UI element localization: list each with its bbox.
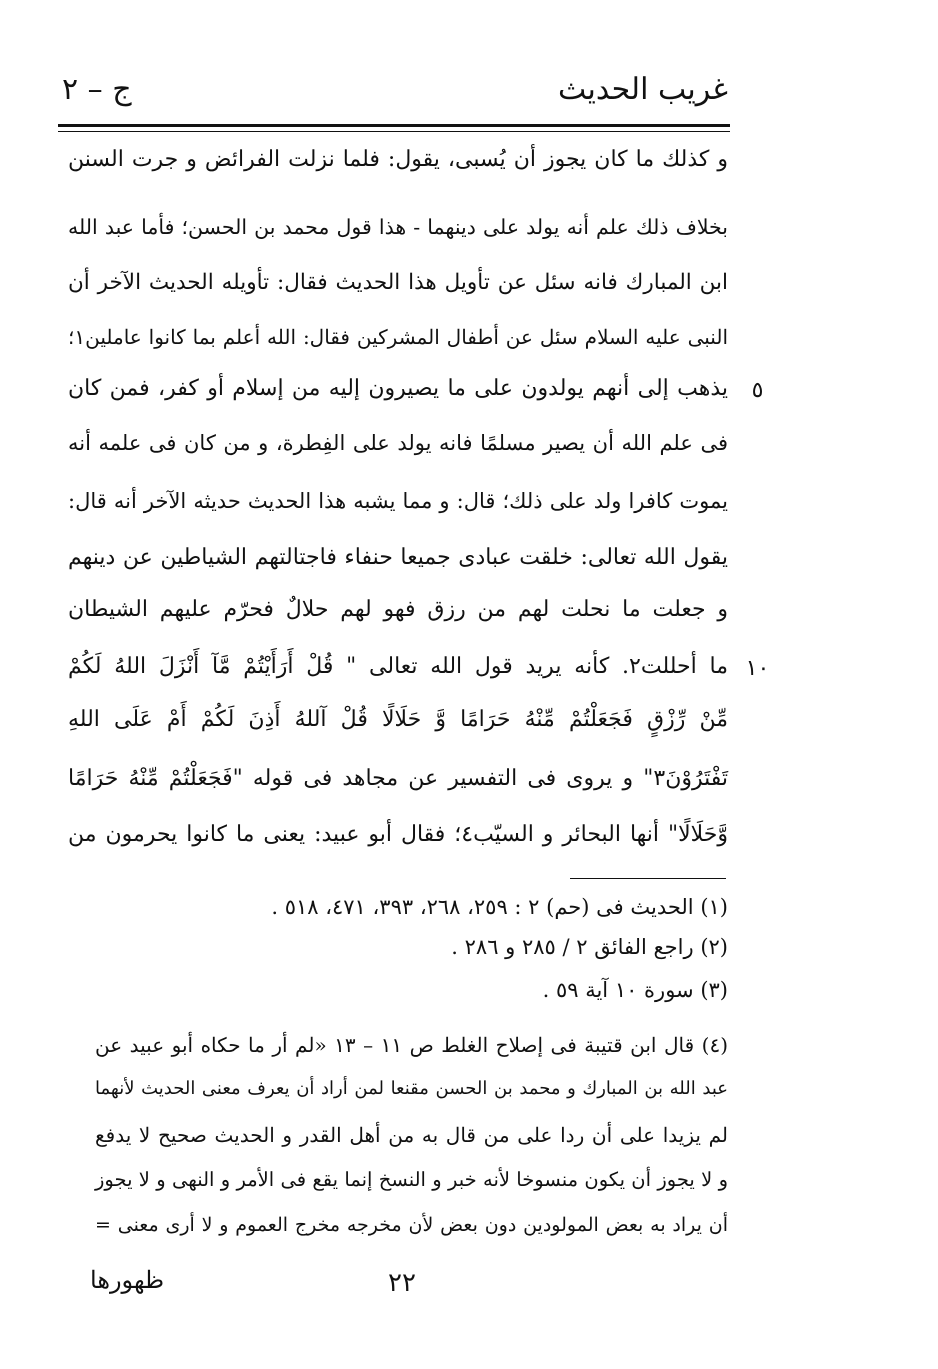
- line-number-5: ٥: [751, 378, 764, 403]
- body-line-3: ابن المبارك فانه سئل عن تأويل هذا الحديث فقال: تأويله الحديث الآخر أن: [68, 270, 728, 295]
- volume-label: ج – ٢: [62, 72, 132, 107]
- line-number-10: ١٠: [745, 656, 770, 681]
- footnote-4-line-3: لم يزيدا على أن ردا على من قال به من أهل القدر و الحديث صحيح لا يدفع: [95, 1123, 728, 1147]
- body-line-8: يقول الله تعالى: خلقت عبادى جميعا حنفاء فاجتالتهم الشياطين عن دينهم: [68, 545, 728, 570]
- body-line-5: يذهب إلى أنهم يولدون على ما يصيرون إليه من إسلام أو كفر، فمن كان: [68, 376, 728, 401]
- footnote-2: (٢) راجع الفائق ٢ / ٢٨٥ و ٢٨٦ .: [451, 935, 728, 959]
- body-line-1: و كذلك ما كان يجوز أن يُسبى، يقول: فلما نزلت الفرائض و جرت السنن: [68, 147, 728, 172]
- body-line-11: مِّنْ رِّزْقٍ فَجَعَلْتُمْ مِّنْهُ حَرَامًا وَّ حَلَالًا قُلْ آللهُ أَذِنَ لَكُمْ أَمْ عَلَى اللهِ: [68, 707, 728, 732]
- footnote-separator: [570, 878, 726, 879]
- body-line-13: وَّحَلَالًا" أنها البحائر و السيّب٤؛ فقال أبو عبيد: يعنى ما كانوا يحرمون من: [68, 822, 729, 847]
- body-line-12: تَفْتَرُوْنَ٣" و يروى فى التفسير عن مجاهد فى قوله "فَجَعَلْتُمْ مِّنْهُ حَرَامًا: [68, 766, 728, 791]
- body-line-10: ما أحللت٢. كأنه يريد قول الله تعالى " قُلْ أَرَأَيْتُمْ مَّآ أَنْزَلَ اللهُ لَكُمْ: [68, 654, 728, 679]
- body-line-7: يموت كافرا ولد على ذلك؛ قال: و مما يشبه هذا الحديث حديثه الآخر أنه قال:: [68, 489, 728, 513]
- running-header: [62, 72, 728, 116]
- footnote-4-line-4: و لا يجوز أن يكون منسوخا لأنه خبر و النسخ إنما يقع فى الأمر و النهى و لا يجوز: [95, 1168, 728, 1191]
- body-line-9: و جعلت ما نحلت لهم من رزق فهو لهم حلالٌ فحرّم عليهم الشيطان: [68, 597, 728, 622]
- catchword: ظهورها: [90, 1266, 165, 1294]
- body-line-2: بخلاف ذلك علم أنه يولد على دينهما - هذا قول محمد بن الحسن؛ فأما عبد الله: [68, 215, 728, 239]
- footnote-4-line-5: أن يراد به بعض المولودين دون بعض لأن مخرجه مخرج العموم و لا أرى معنى =: [95, 1214, 728, 1236]
- book-title: غريب الحديث: [558, 72, 728, 107]
- header-rule-thin: [58, 131, 730, 132]
- footnote-4-line-1: (٤) قال ابن قتيبة فى إصلاح الغلط ص ١١ – ١٣ «لم أر ما حكاه أبو عبيد عن: [95, 1033, 729, 1057]
- footnote-1: (١) الحديث فى (حم) ٢ : ٢٥٩، ٢٦٨، ٣٩٣، ٤٧١، ٥١٨ .: [271, 895, 728, 919]
- footnote-4-line-2: عبد الله بن المبارك و محمد بن الحسن مقنعا لمن أراد أن يعرف معنى الحديث لأنهما: [95, 1078, 728, 1099]
- body-line-6: فى علم الله أن يصير مسلمًا فانه يولد على الفِطرة، و من كان فى علمه أنه: [68, 431, 728, 455]
- header-rule-thick: [58, 124, 730, 127]
- footnote-3: (٣) سورة ١٠ آية ٥٩ .: [542, 978, 728, 1002]
- page-number: ٢٢: [388, 1268, 416, 1298]
- body-line-4: النبى عليه السلام سئل عن أطفال المشركين فقال: الله أعلم بما كانوا عاملين١؛: [68, 325, 728, 349]
